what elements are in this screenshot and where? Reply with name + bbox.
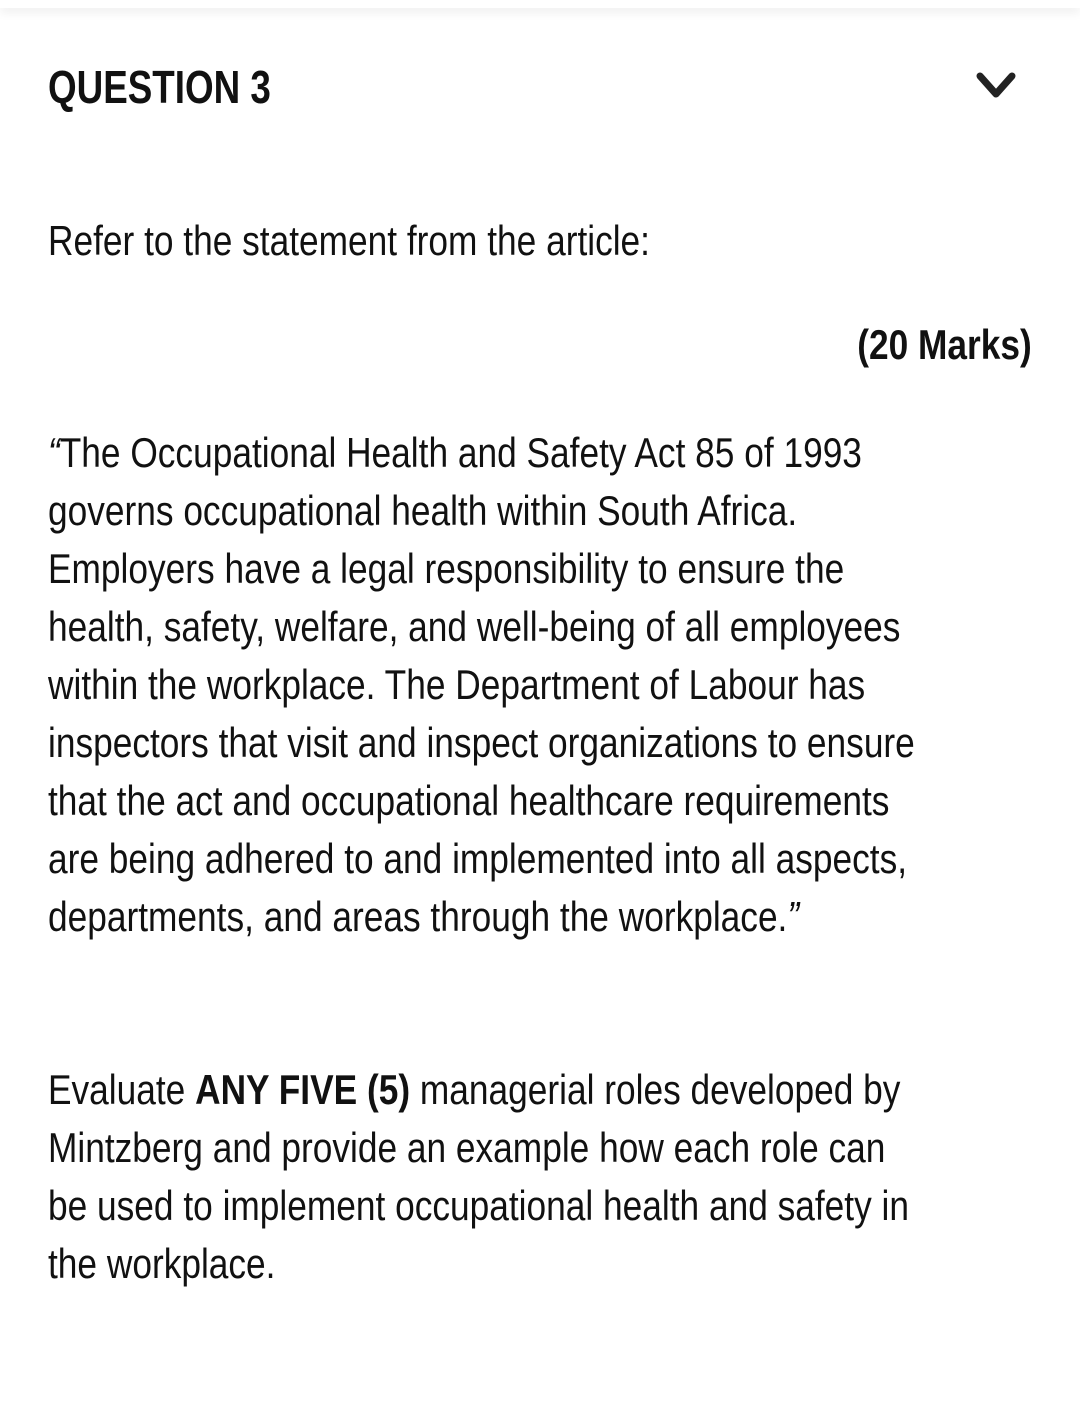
quote-line: within the workplace. The Department of Labour has (48, 661, 866, 708)
quote-line: Employers have a legal responsibility to ensure the (48, 545, 845, 592)
instruction-line: be used to implement occupational health and safety in (48, 1182, 910, 1229)
marks-label: (20 Marks) (857, 321, 1032, 368)
quote-line: inspectors that visit and inspect organizations to ensure (48, 719, 915, 766)
chevron-down-icon[interactable] (974, 68, 1018, 104)
top-bar (0, 0, 1080, 8)
close-quote-mark: ” (787, 893, 800, 940)
quote-line: health, safety, welfare, and well-being of all employees (48, 603, 901, 650)
instruction-emphasis: ANY FIVE (5) (195, 1066, 411, 1113)
quote-line: that the act and occupational healthcare requirements (48, 777, 890, 824)
intro-text: Refer to the statement from the article: (48, 217, 650, 264)
open-quote-mark: “ (48, 429, 60, 476)
instruction-line: the workplace. (48, 1240, 276, 1287)
instruction-line: Mintzberg and provide an example how each role can (48, 1124, 886, 1171)
question-title: QUESTION 3 (48, 61, 271, 113)
quote-line: governs occupational health within South Africa. (48, 487, 798, 534)
quote-line: are being adhered to and implemented into all aspects, (48, 835, 908, 882)
quote-text: departments, and areas through the workplace. (48, 893, 788, 940)
instruction-line (48, 1061, 900, 1119)
quote-line (48, 424, 862, 482)
instruction-text: managerial roles developed by (410, 1066, 901, 1113)
instruction-text: Evaluate (48, 1066, 196, 1113)
quote-line (48, 888, 799, 946)
quote-text: The Occupational Health and Safety Act 85 of 1993 (59, 429, 862, 476)
